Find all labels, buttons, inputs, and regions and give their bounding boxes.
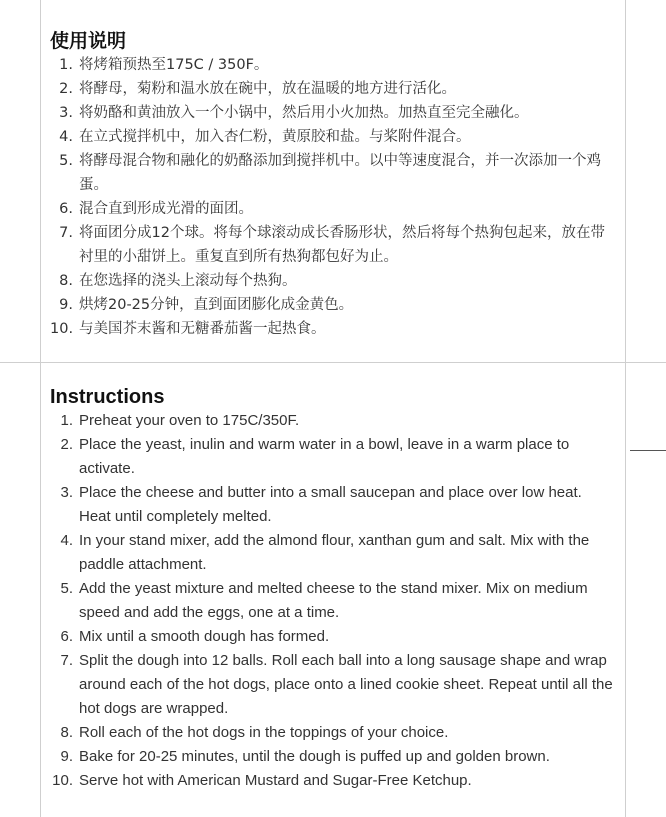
list-item: 10. Serve hot with American Mustard and Sugar-Free Ketchup. (52, 772, 472, 789)
instructions-en-section (50, 385, 616, 793)
top-panel-left-border (40, 0, 41, 362)
instructions-en-title: Instructions (50, 386, 165, 408)
panel-divider (0, 362, 666, 363)
list-item: 10. 与美国芥末酱和无糖番茄酱一起热食。 (50, 321, 326, 337)
list-item: 7. 将面团分成12个球。将每个球滚动成长香肠形状，然后将每个热狗包起来，放在带衬里的小甜饼上。重复直到所有热狗都包好为止。 (59, 225, 605, 265)
list-item: 3. 将奶酪和黄油放入一个小锅中，然后用小火加热。加热直至完全融化。 (59, 105, 529, 121)
list-item: 1. 将烤箱预热至175C / 350F。 (59, 57, 269, 73)
list-item: 7. Split the dough into 12 balls. Roll each ball into a long sausage shape and wrap around each of the hot dogs, place onto a lined cookie sheet. Repeat until all the hot dogs are wrapped. (60, 652, 613, 717)
instructions-zh-title: 使用说明 (50, 30, 127, 52)
list-item: 6. Mix until a smooth dough has formed. (60, 628, 330, 645)
list-item: 9. Bake for 20-25 minutes, until the dough is puffed up and golden brown. (60, 748, 550, 765)
list-item: 1. Preheat your oven to 175C/350F. (60, 412, 300, 429)
list-item: 2. Place the yeast, inulin and warm water in a bowl, leave in a warm place to activate. (60, 436, 570, 477)
bottom-panel-right-border (625, 363, 626, 817)
list-item: 2. 将酵母，菊粉和温水放在碗中，放在温暖的地方进行活化。 (59, 81, 456, 97)
list-item: 8. Roll each of the hot dogs in the toppings of your choice. (60, 724, 449, 741)
list-item: 4. In your stand mixer, add the almond flour, xanthan gum and salt. Mix with the paddle attachment. (60, 532, 590, 573)
list-item: 5. 将酵母混合物和融化的奶酪添加到搅拌机中。以中等速度混合，并一次添加一个鸡蛋。 (59, 153, 601, 193)
list-item: 8. 在您选择的浇头上滚动每个热狗。 (59, 273, 297, 289)
list-item: 4. 在立式搅拌机中，加入杏仁粉，黄原胶和盐。与桨附件混合。 (59, 129, 471, 145)
list-item: 3. Place the cheese and butter into a small saucepan and place over low heat. Heat until completely melted. (60, 484, 582, 525)
list-item: 6. 混合直到形成光滑的面团。 (59, 201, 253, 217)
instructions-zh-list (50, 53, 616, 341)
side-divider-mark (630, 450, 666, 451)
instructions-zh-section (50, 29, 616, 341)
list-item: 9. 烘烤20-25分钟，直到面团膨化成金黄色。 (59, 297, 354, 313)
top-panel-right-border (625, 0, 626, 362)
list-item: 5. Add the yeast mixture and melted cheese to the stand mixer. Mix on medium speed and add the eggs, one at a time. (60, 580, 588, 621)
instructions-en-list (50, 409, 616, 793)
bottom-panel-left-border (40, 363, 41, 817)
